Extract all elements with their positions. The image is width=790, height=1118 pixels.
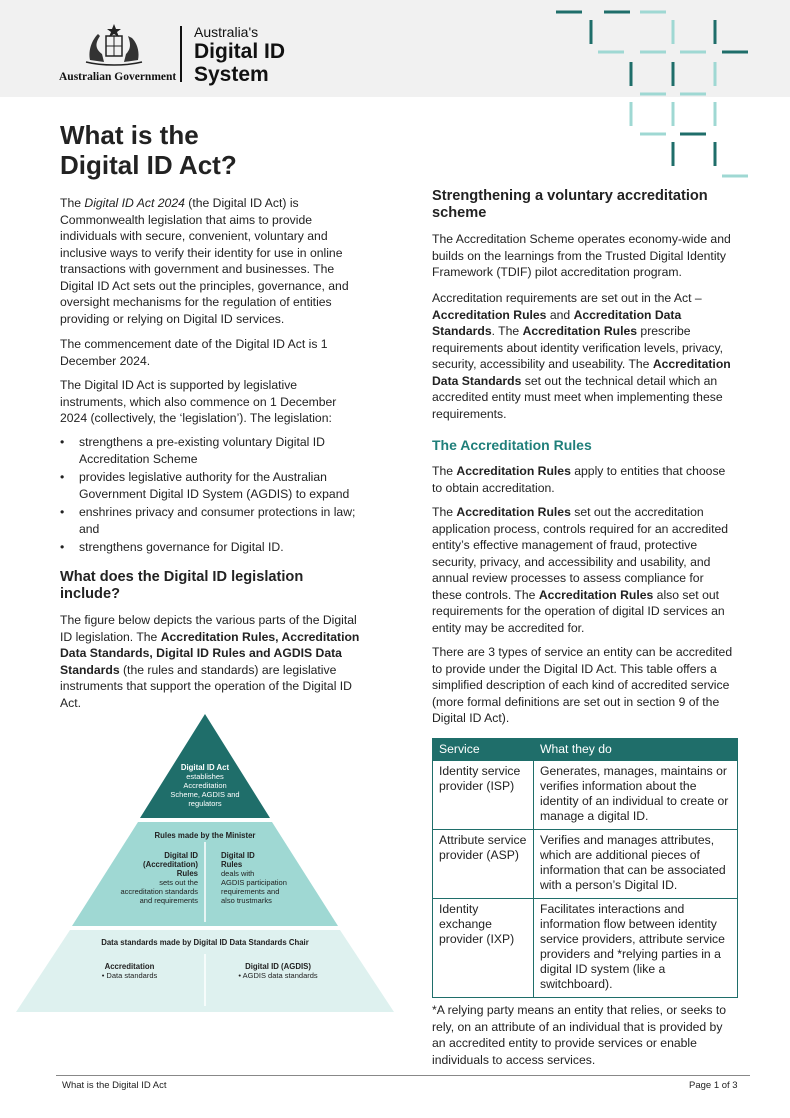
pyramid-bottom-title-text: Data standards made by Digital ID Data Standards Chair [101, 938, 309, 947]
pyramid-top-text [150, 763, 260, 808]
service-types-paragraph: There are 3 types of service an entity can be accredited to provide under the Digital ID Act. This table offers a simplified description of each kind of accredited service (more formal definitions are set out in section 9 of the Digital ID Act). [432, 645, 733, 725]
pyramid-top-desc-2: Accreditation [183, 781, 227, 790]
accreditation-rules-title-2: (Accreditation) [142, 860, 198, 869]
figure-intro-paragraph [60, 612, 362, 711]
government-name: Australian Government [59, 71, 177, 83]
pyramid-bottom-title [60, 938, 350, 947]
rules-apply-paragraph [432, 463, 736, 496]
digital-id-rules-desc-3: requirements and [221, 887, 280, 896]
service-types-table [432, 738, 738, 998]
legislation-heading: What does the Digital ID legislation include? [60, 569, 304, 602]
table-row [433, 761, 738, 830]
req-text-3: . The [491, 324, 523, 338]
intro-post: (the Digital ID Act) is Commonwealth legislation that aims to provide individuals with secure, convenient, voluntary and inclusive ways to verify their identity for use in online transactions with government and businesses. The Digital ID Act sets out the principles, governance, and oversight mechanisms for the regulation of entities providing or relying on Digital ID services. [60, 196, 349, 326]
footer-page-number: Page 1 of 3 [689, 1080, 738, 1091]
figure-intro-bold: Accreditation Rules, Accreditation Data Standards, Digital ID Rules and AGDIS Data Standards [60, 629, 360, 677]
req-text-2: and [546, 307, 574, 322]
setout-bold-1: Accreditation Rules [456, 505, 571, 519]
digital-id-rules-desc-4: also trustmarks [221, 896, 272, 905]
list-item: • provides legislative authority for the Australian Government Digital ID System (AGDIS) to expand [60, 469, 365, 502]
page-title-line-2: Digital ID Act? [60, 150, 237, 180]
intro-pre: The [60, 196, 85, 210]
accreditation-rules-title-3: Rules [176, 869, 198, 878]
req-text-5: set out the technical detail which an accredited entity must meet when implementing these requirements. [432, 373, 723, 421]
accreditation-rules-heading: The Accreditation Rules [432, 437, 592, 453]
digital-id-rules-desc-1: deals with [221, 869, 255, 878]
column-header-service: Service [433, 739, 534, 761]
rules-setout-paragraph [432, 504, 736, 636]
figure-intro-post: (the rules and standards) are legislative instruments that support the operation of the Digital ID Act. [60, 662, 352, 710]
req-bold-3: Accreditation Rules [522, 324, 638, 338]
digital-id-rules-title-1: Digital ID [221, 851, 255, 860]
scheme-paragraph: The Accreditation Scheme operates economy-wide and builds on the learnings from the Trusted Digital Identity Framework (TDIF) pilot accreditation program. [432, 232, 731, 279]
brand-line-2: Digital ID [194, 40, 286, 63]
pyramid-top-desc-3: Scheme, AGDIS and [170, 790, 240, 799]
requirements-paragraph [432, 290, 736, 422]
act-name: Digital ID Act 2024 [84, 196, 185, 210]
req-bold-4: Accreditation Data Standards [432, 357, 731, 388]
table-cell-description: Facilitates interactions and information flow between identity service providers, attribute service providers and *relying parties in a digital ID system (like a switchboard). [534, 899, 738, 998]
setout-text-1: The [432, 505, 457, 519]
req-text-1: Accreditation requirements are set out in the Act – [432, 291, 702, 305]
table-header-row [433, 739, 738, 761]
footer-divider [56, 1075, 750, 1076]
accreditation-scheme-heading: Strengthening a voluntary accreditation scheme [432, 188, 708, 221]
setout-bold-2: Accreditation Rules [538, 587, 654, 602]
pyramid-bottom-left-text [72, 962, 187, 980]
legislation-bullet-list [60, 434, 365, 558]
accreditation-rules-desc-3: and requirements [139, 896, 198, 905]
setout-text-2: set out the accreditation application process, controls required for an accredited entity’s effective management of fraud, protective security, privacy, and accessibility and usability, and annual review processes to assess compliance for these controls. The [432, 505, 729, 602]
list-item: • enshrines privacy and consumer protections in law; and [60, 504, 365, 537]
pyramid-middle-title-text: Rules made by the Minister [154, 831, 256, 840]
pyramid-bottom-right-text [218, 962, 338, 980]
table-row [433, 899, 738, 998]
figure-intro-pre: The figure below depicts the various parts of the Digital ID legislation. The [60, 613, 357, 644]
pyramid-top-desc-1: establishes [186, 772, 224, 781]
footer-document-title: What is the Digital ID Act [62, 1080, 167, 1091]
req-bold-1: Accreditation Rules [432, 307, 547, 322]
agdis-standards-title: Digital ID (AGDIS) [245, 962, 311, 971]
table-cell-service: Attribute service provider (ASP) [433, 830, 534, 899]
pyramid-top-desc-4: regulators [188, 799, 222, 808]
supported-paragraph: The Digital ID Act is supported by legislative instruments, which also commence on 1 December 2024 (collectively, the ‘legislation’). The legislation: [60, 378, 337, 425]
req-bold-2: Accreditation Data Standards [432, 307, 682, 338]
apply-text-2: apply to entities that choose to obtain accreditation. [432, 464, 726, 495]
footnote-paragraph: *A relying party means an entity that relies, or seeks to rely, on an attribute of an individual that is provided by an accredited entity to provide services or enable individuals to access services. [432, 1003, 726, 1067]
table-cell-service: Identity exchange provider (IXP) [433, 899, 534, 998]
req-text-4: prescribe requirements about identity verification levels, privacy, security, accessibility and useability. The [432, 324, 724, 371]
table-row [433, 830, 738, 899]
list-item: • strengthens a pre-existing voluntary Digital ID Accreditation Scheme [60, 434, 365, 467]
brand-line-1: Australia's [194, 24, 259, 40]
intro-paragraph [60, 195, 365, 327]
pyramid-middle-left-text [106, 851, 198, 905]
digital-id-rules-desc-2: AGDIS participation [221, 878, 287, 887]
table-cell-description: Verifies and manages attributes, which are additional pieces of information that can be associated with a person’s Digital ID. [534, 830, 738, 899]
pyramid-middle-right-text [221, 851, 321, 905]
digital-id-rules-title-2: Rules [221, 860, 243, 869]
table-cell-service: Identity service provider (ISP) [433, 761, 534, 830]
pyramid-middle-title [120, 831, 290, 840]
commencement-paragraph: The commencement date of the Digital ID Act is 1 December 2024. [60, 337, 328, 368]
agdis-standards-item: • AGDIS data standards [238, 971, 318, 980]
accreditation-standards-title: Accreditation [104, 962, 155, 971]
table-cell-description: Generates, manages, maintains or verifies information about the identity of an individual to create or manage a digital ID. [534, 761, 738, 830]
page-title [60, 120, 237, 180]
column-header-what-they-do: What they do [534, 739, 738, 761]
setout-text-3: also set out requirements for the operation of digital ID services an entity may be accredited for. [432, 587, 725, 635]
accreditation-rules-desc-2: accreditation standards [120, 887, 198, 896]
accreditation-rules-title-1: Digital ID [164, 851, 198, 860]
accreditation-standards-item: • Data standards [101, 971, 158, 980]
pyramid-top-title: Digital ID Act [180, 763, 230, 772]
apply-text-1: The [432, 464, 457, 478]
page-title-line-1: What is the [60, 120, 199, 150]
apply-bold: Accreditation Rules [456, 464, 571, 478]
list-item: • strengthens governance for Digital ID. [60, 539, 365, 556]
brand-line-3: System [194, 63, 269, 86]
accreditation-rules-desc-1: sets out the [159, 878, 198, 887]
